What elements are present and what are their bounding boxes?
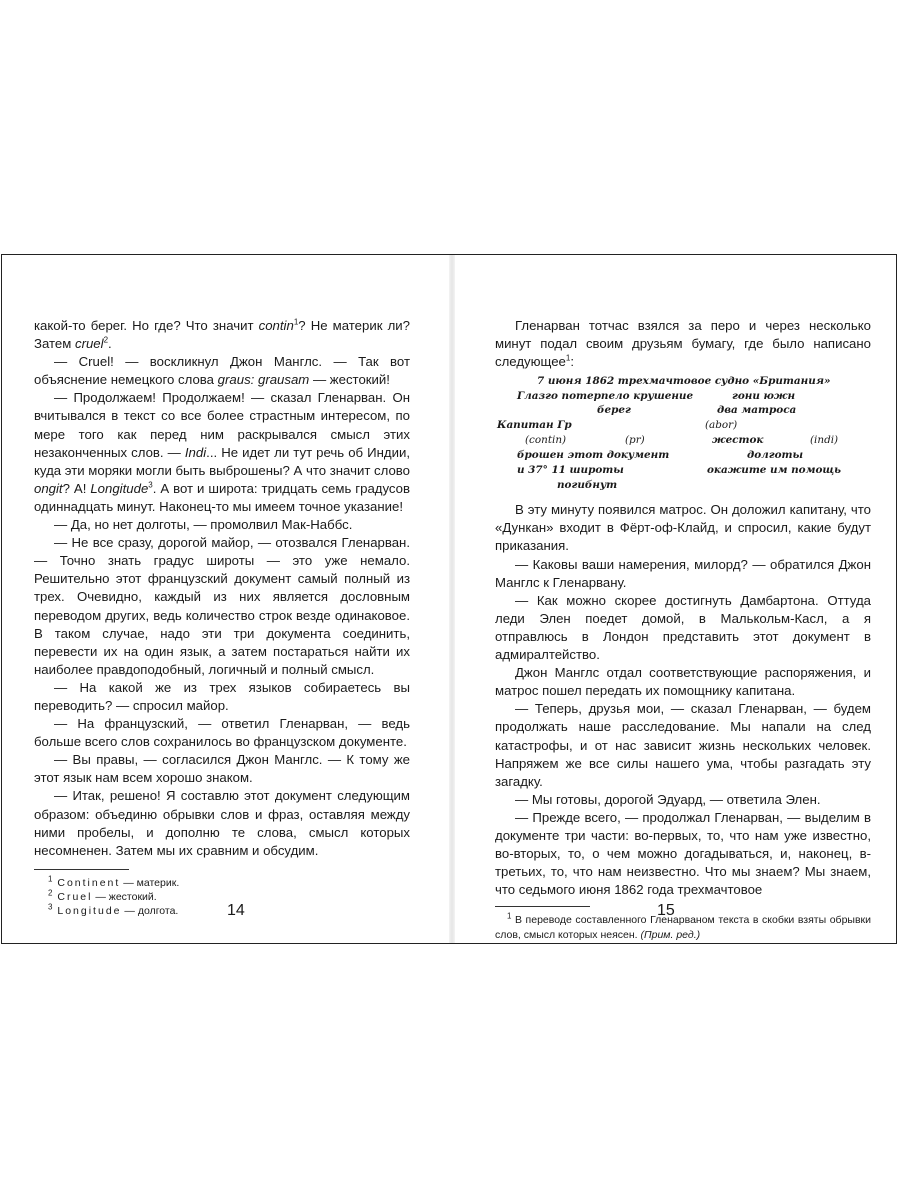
footnote-rule [495,906,590,907]
doc-line-5b: (pr) [625,434,645,447]
footnote-marker: 3 [148,480,153,490]
paragraph: — Теперь, друзья мои, — сказал Гленарван, — будем продолжать наше расследование. Мы напали на след катастрофы, и от нас зависит жизнь нескольких человек. Напряжем же все силы нашего ума, чтобы разгадать эту загадку. [495,701,871,789]
doc-line-5d: (indi) [810,434,839,447]
footnote-text: В переводе составленного Гленарваном текста в скобки взяты обрывки слов, смысл которых неясен. [495,914,871,942]
left-footnotes [34,876,410,918]
paragraph: — Прежде всего, — продолжал Гленарван, — выделим в документе три части: во-первых, то, что нам уже известно, во-вторых, то, о чем можно догадываться, и, наконец, в-третьих, то, что нам неизвестно. Что мы знаем? Мы знаем, что седьмого июня 1862 года трехмачтовое [495,809,871,898]
italic-word: Longitude [90,480,149,496]
doc-line-2a: Глазго потерпело крушение [517,390,694,403]
footnote-definition: — материк. [120,876,180,889]
footnote-term: Cruel [52,890,93,903]
doc-line-3a: берег [597,404,631,417]
doc-line-2b: гони южн [732,390,796,403]
book-spread [1,254,897,944]
doc-line-7b: окажите им помощь [707,464,842,477]
doc-line-1: 7 июня 1862 трехмачтовое судно «Британия» [537,375,831,388]
paragraph: — Да, но нет долготы, — промолвил Мак-Наббс. [54,517,353,533]
doc-line-5a: (contin) [525,434,567,447]
page-number-left: 14 [227,902,245,919]
paragraph: — На какой же из трех языков собираетесь вы переводить? — спросил майор. [34,679,410,713]
footnote-marker: 2 [103,335,109,345]
paragraph: Гленарван тотчас взялся за перо и через несколько минут подал своим друзьям бумагу, где было написано следующее$^1$: [495,318,871,370]
footnote-definition: — долгота. [121,904,179,917]
footnote-term: Longitude [52,904,122,917]
paragraph: — Cruel! — воскликнул Джон Манглс. — Так вот объяснение немецкого слова graus: grausam — жестокий! [34,354,410,388]
italic-word: ongit [34,480,63,496]
italic-word: Indi [184,444,207,460]
footnote-definition: — жестокий. [92,890,157,903]
paragraph: — Мы готовы, дорогой Эдуард, — ответила Элен. [515,791,821,807]
footnote-number: 1 [507,911,512,921]
paragraph: Джон Манглс отдал соответствующие распоряжения, и матрос пошел передать их помощнику капитана. [495,665,871,699]
footnote [34,876,410,890]
doc-line-6a: брошен этот документ [517,449,670,462]
right-page-intro [495,317,871,371]
paragraph: — Итак, решено! Я составлю этот документ следующим образом: объединю обрывки слов и фраз, оставляя между ними пробелы, и дополню те слова, смысл которых несомненен. Затем мы их сравним и обсудим. [34,788,410,858]
paragraph: — Не все сразу, дорогой майор, — отозвался Гленарван. — Точно знать градус широты — это уже немало. Решительно этот французский документ самый полный из трех. Очевидно, каждый из них является дословным переводом других, ведь количество строк везде одинаковое. В таком случае, надо эти три документа соединить, перевести их на один язык, а затем постараться найти их наиболее правдоподобный, логичный и полный смысл. [34,535,410,677]
paragraph: какой-то берег. Но где? Что значит contin$^1$? Не материк ли? Затем cruel$^2$. [34,317,410,352]
paragraph: В эту минуту появился матрос. Он доложил капитану, что «Дункан» входит в Фёрт-оф-Клайд, и спросил, какие будут приказания. [495,502,871,554]
doc-line-6b: долготы [747,449,804,462]
italic-word: contin [258,318,294,333]
footnote-number: 1 [48,874,53,884]
italic-word: cruel [74,336,104,352]
footnote-number: 3 [48,902,53,912]
doc-line-4a: Капитан Гр [497,419,572,432]
right-footnote [495,913,871,943]
doc-line-4b: (abor) [705,419,738,432]
doc-line-5c: жесток [712,434,764,447]
footnote-marker: 1 [565,353,571,363]
page-number-right: 15 [657,902,675,919]
paragraph: — Каковы ваши намерения, милорд? — обратился Джон Манглс к Гленарвану. [495,556,871,590]
paragraph: — Как можно скорее достигнуть Дамбартона. Оттуда леди Элен поедет домой, в Малькольм-Касл, а я отправлюсь в Лондон представить этот документ в адмиралтейство. [495,592,871,663]
footnote [34,904,410,918]
paragraph: — Продолжаем! Продолжаем! — сказал Гленарван. Он вчитывался в текст со все более страстным интересом, по мере того как перед ним раскрывался смысл этих незаконченных слов. — Indi... Не идет ли тут речь об Индии, куда эти моряки могли быть выброшены? А что значит слово ongit? А! Longitude$^3$. А вот и широта: тридцать семь градусов одиннадцать минут. Наконец-то мы имеем точное указание! [34,390,411,514]
left-page [34,317,410,918]
book-gutter [449,255,455,943]
paragraph: — На французский, — ответил Гленарван, — ведь больше всего слов сохранилось во французском документе. [34,716,410,750]
footnote-rule [34,869,129,870]
left-page-body [34,317,410,860]
footnote-marker: 1 [293,317,299,327]
footnote [34,890,410,904]
doc-line-3b: два матроса [717,404,797,417]
paragraph: — Вы правы, — согласился Джон Манглс. — К тому же этот язык нам всем хорошо знаком. [34,752,410,786]
footnote-number: 2 [48,888,53,898]
editor-note: (Прим. ред.) [640,929,701,942]
doc-line-8: погибнут [557,479,618,492]
reconstructed-document [495,375,871,493]
doc-line-7a: и 37° 11 широты [517,464,624,477]
right-page-body [495,501,871,899]
right-page [495,317,871,943]
footnote-term: Continent [52,876,121,889]
italic-word: graus: grausam [217,372,310,388]
